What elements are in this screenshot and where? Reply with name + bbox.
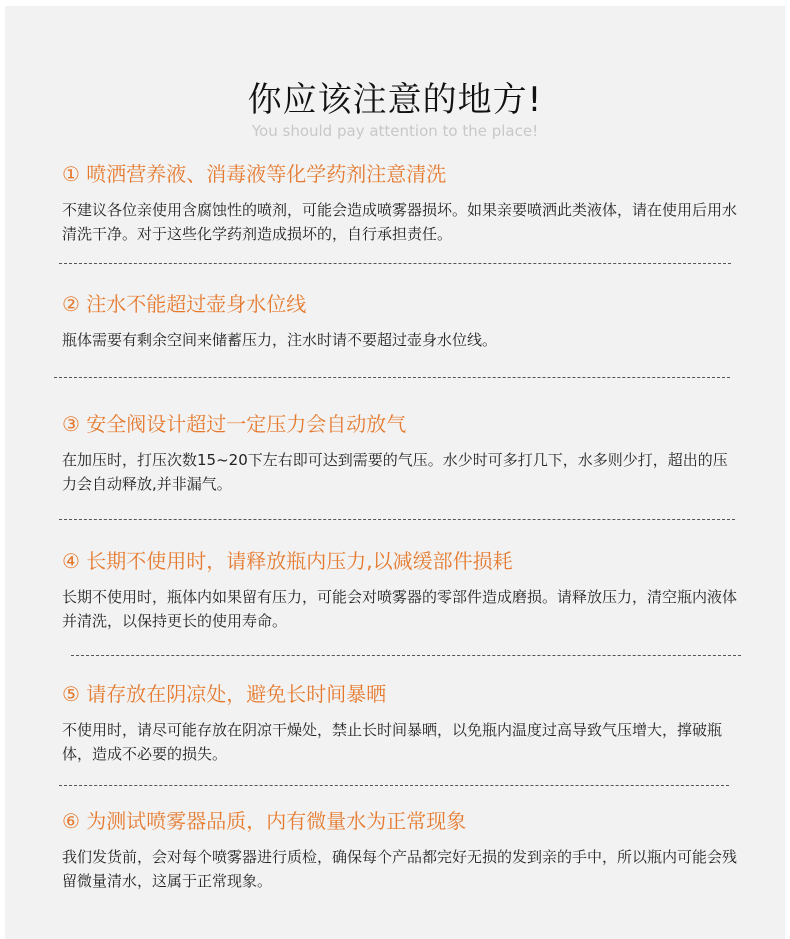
divider — [59, 263, 731, 264]
divider — [59, 785, 729, 786]
notice-section-4 — [62, 547, 742, 633]
divider — [54, 377, 730, 378]
page-subtitle: You should pay attention to the place! — [251, 122, 539, 140]
page-title: 你应该注意的地方! — [247, 80, 543, 120]
notice-section-5 — [62, 680, 742, 766]
notice-section-6 — [62, 807, 742, 893]
notice-section-3 — [62, 410, 742, 496]
section-body: 瓶体需要有剩余空间来储蓄压力，注水时请不要超过壶身水位线。 — [62, 331, 498, 349]
section-body: 我们发货前，会对每个喷雾器进行质检，确保每个产品都完好无损的发到亲的手中，所以瓶内可能会残留微量清水，这属于正常现象。 — [62, 848, 738, 890]
section-body: 在加压时，打压次数15~20下左右即可达到需要的气压。水少时可多打几下，水多则少打，超出的压力会自动释放,并非漏气。 — [62, 451, 728, 493]
section-body: 不建议各位亲使用含腐蚀性的喷剂，可能会造成喷雾器损坏。如果亲要喷洒此类液体，请在使用后用水清洗干净。对于这些化学药剂造成损坏的，自行承担责任。 — [62, 201, 738, 243]
notice-section-1 — [62, 160, 742, 246]
section-heading: ② 注水不能超过壶身水位线 — [62, 292, 307, 316]
section-body: 长期不使用时，瓶体内如果留有压力，可能会对喷雾器的零部件造成磨损。请释放压力，清空瓶内液体并清洗，以保持更长的使用寿命。 — [62, 588, 738, 630]
notice-section-2 — [62, 290, 742, 352]
section-heading: ③ 安全阀设计超过一定压力会自动放气 — [62, 412, 407, 436]
section-body: 不使用时，请尽可能存放在阴凉干燥处，禁止长时间暴晒，以免瓶内温度过高导致气压增大，撑破瓶体，造成不必要的损失。 — [62, 721, 723, 763]
section-heading: ⑤ 请存放在阴凉处，避免长时间暴晒 — [62, 682, 387, 706]
section-heading: ① 喷洒营养液、消毒液等化学药剂注意清洗 — [62, 162, 447, 186]
section-heading: ④ 长期不使用时，请释放瓶内压力,以减缓部件损耗 — [62, 549, 513, 573]
divider — [59, 519, 735, 520]
divider — [71, 655, 741, 656]
section-heading: ⑥ 为测试喷雾器品质，内有微量水为正常现象 — [62, 809, 467, 833]
